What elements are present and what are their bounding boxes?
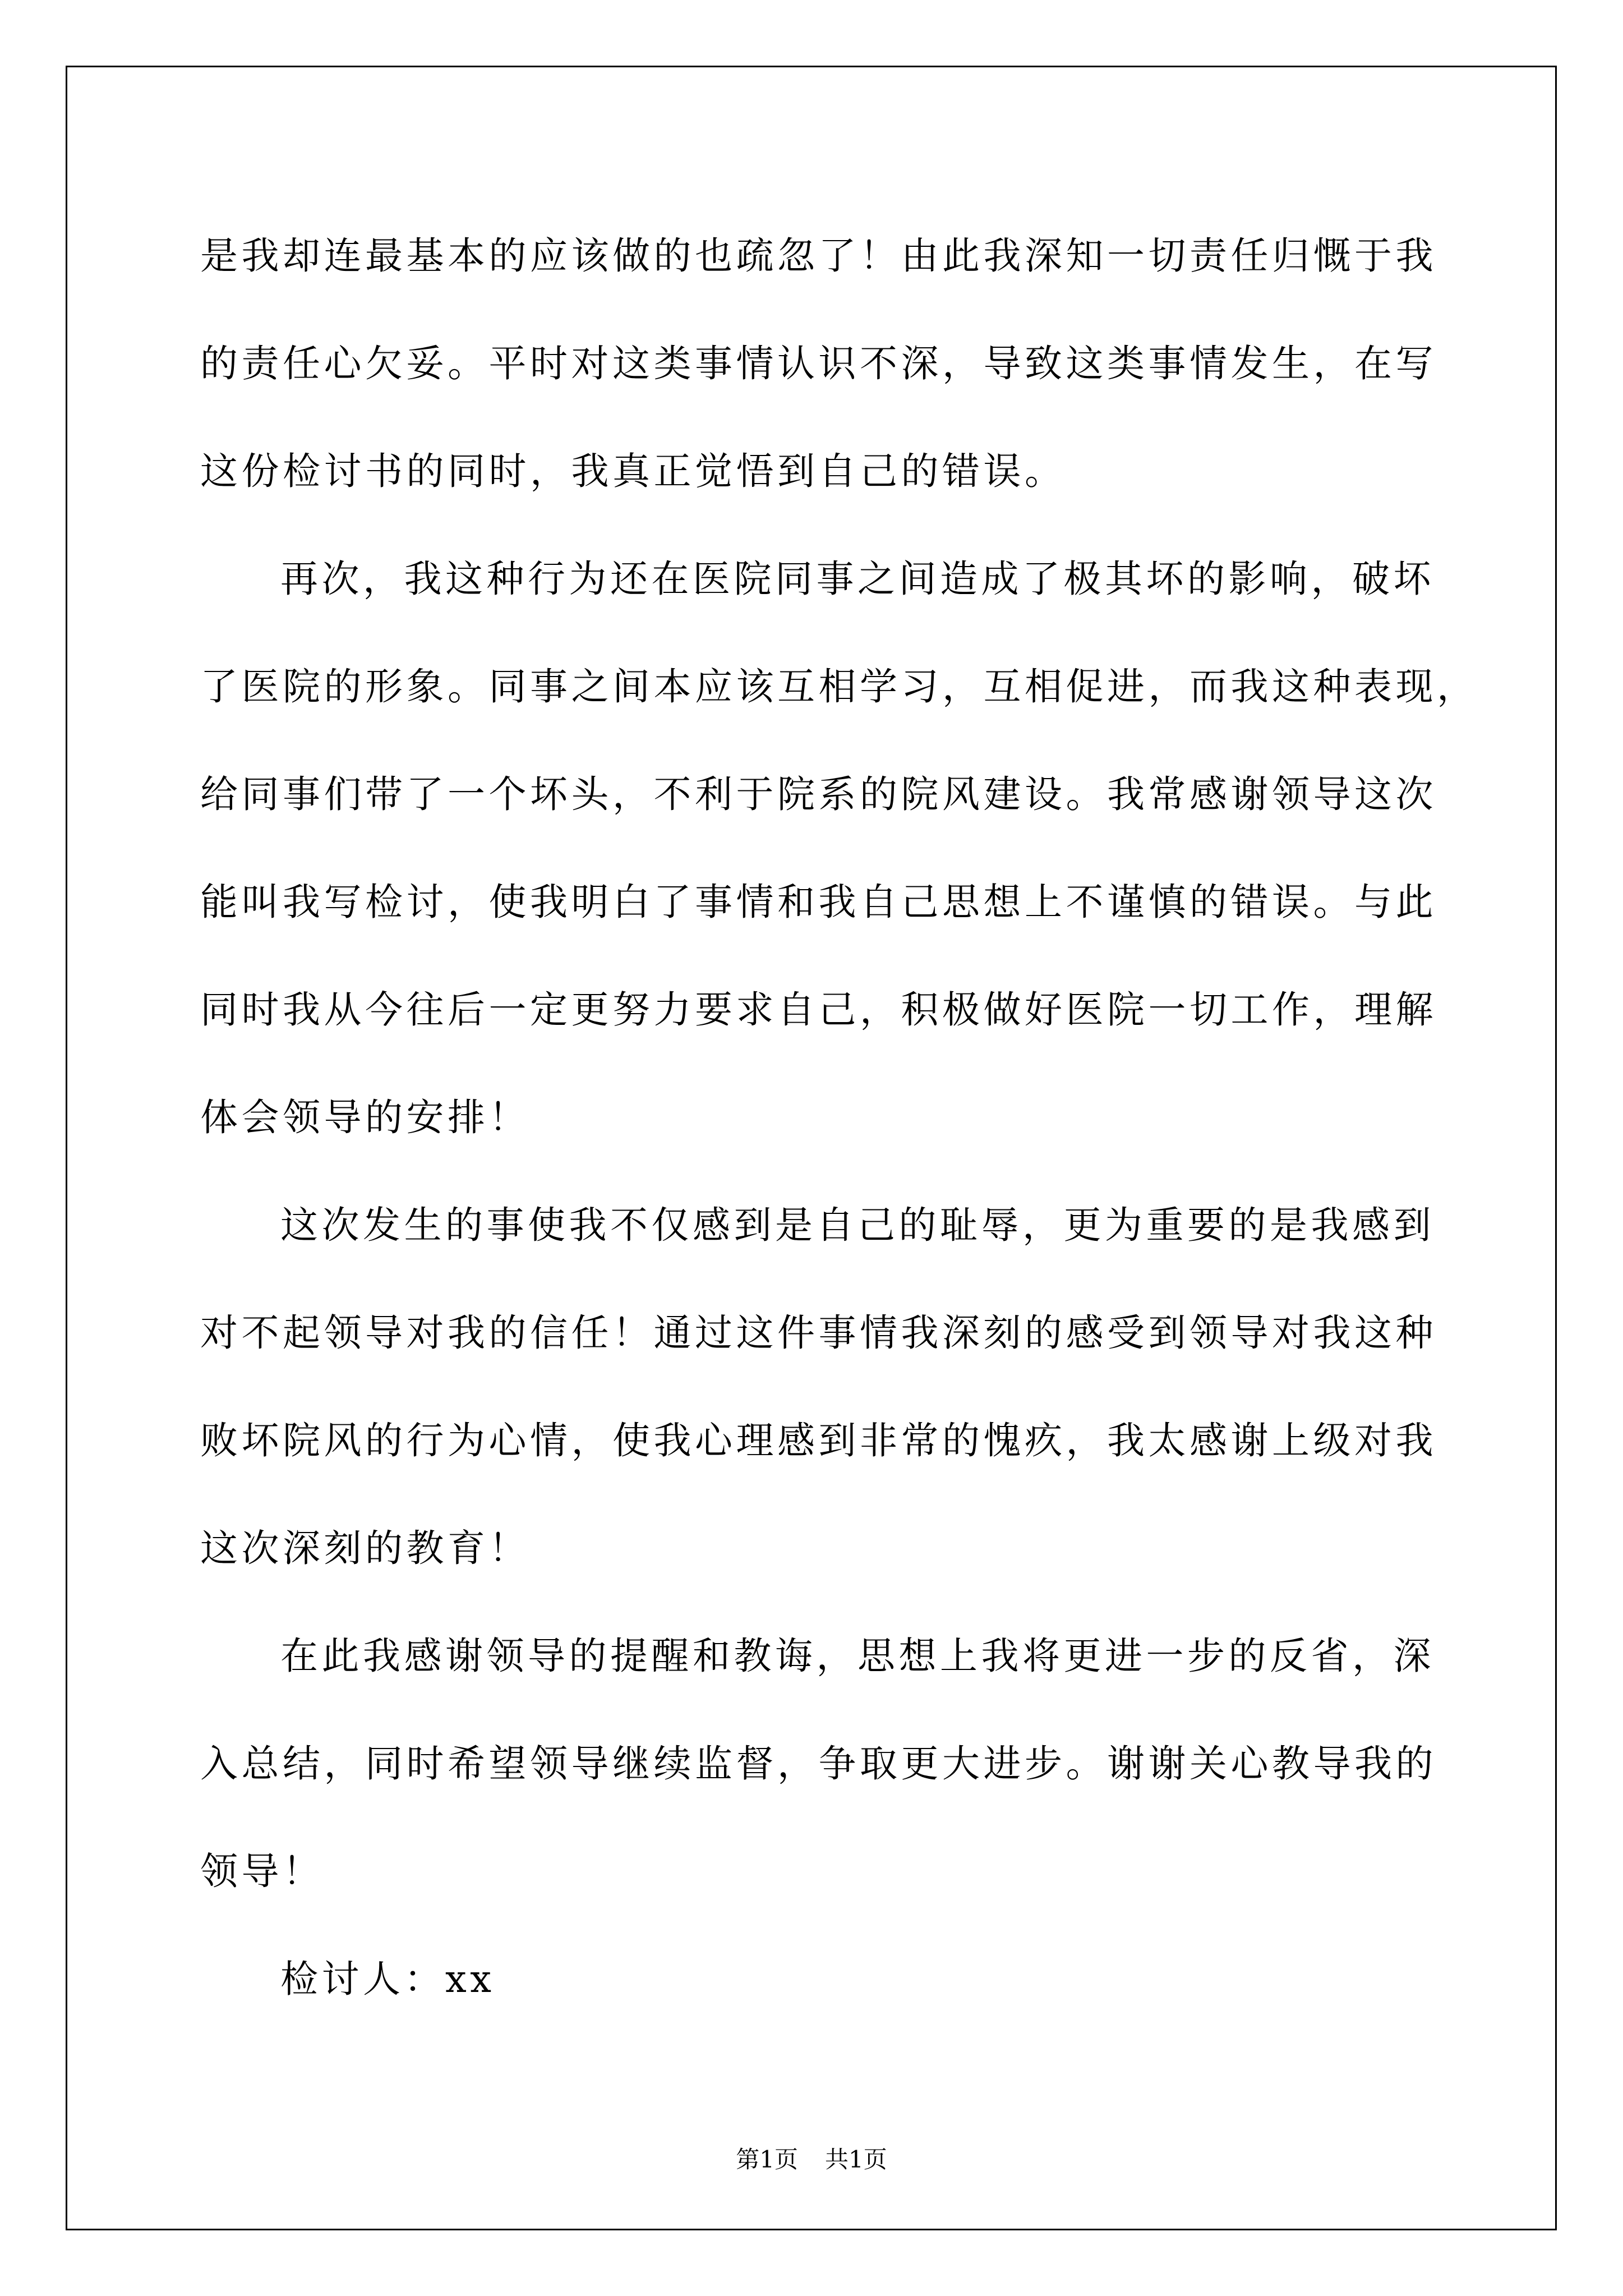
text-line-15: 入总结，同时希望领导继续监督，争取更大进步。谢谢关心教导我的 <box>200 1742 1437 1786</box>
text-line-10: 这次发生的事使我不仅感到是自己的耻辱，更为重要的是我感到 <box>280 1203 1435 1247</box>
text-line-4: 再次，我这种行为还在医院同事之间造成了极其坏的影响，破坏 <box>280 557 1435 601</box>
page-footer <box>0 2143 1623 2177</box>
text-line-7: 能叫我写检讨，使我明白了事情和我自己思想上不谨慎的错误。与此 <box>200 880 1437 924</box>
text-line-5: 了医院的形象。同事之间本应该互相学习，互相促进，而我这种表现， <box>200 665 1478 708</box>
text-line-6: 给同事们带了一个坏头，不利于院系的院风建设。我常感谢领导这次 <box>200 772 1437 816</box>
text-line-12: 败坏院风的行为心情，使我心理感到非常的愧疚，我太感谢上级对我 <box>200 1419 1437 1462</box>
text-line-8: 同时我从今往后一定更努力要求自己，积极做好医院一切工作，理解 <box>200 988 1437 1032</box>
document-body <box>200 202 1478 2033</box>
text-line-1: 是我却连最基本的应该做的也疏忽了！由此我深知一切责任归慨于我 <box>200 234 1437 278</box>
text-line-11: 对不起领导对我的信任！通过这件事情我深刻的感受到领导对我这种 <box>200 1311 1437 1355</box>
text-line-13: 这次深刻的教育！ <box>200 1526 530 1570</box>
signature-line: 检讨人：xx <box>280 1957 495 2001</box>
text-line-9: 体会领导的安排！ <box>200 1096 530 1139</box>
text-line-2: 的责任心欠妥。平时对这类事情认识不深，导致这类事情发生，在写 <box>200 342 1437 385</box>
text-line-3: 这份检讨书的同时，我真正觉悟到自己的错误。 <box>200 449 1066 493</box>
text-line-14: 在此我感谢领导的提醒和教诲，思想上我将更进一步的反省，深 <box>280 1634 1435 1678</box>
page-number-current: 第1页 <box>736 2146 798 2173</box>
page-number-total: 共1页 <box>825 2146 887 2173</box>
text-line-16: 领导！ <box>200 1849 324 1893</box>
